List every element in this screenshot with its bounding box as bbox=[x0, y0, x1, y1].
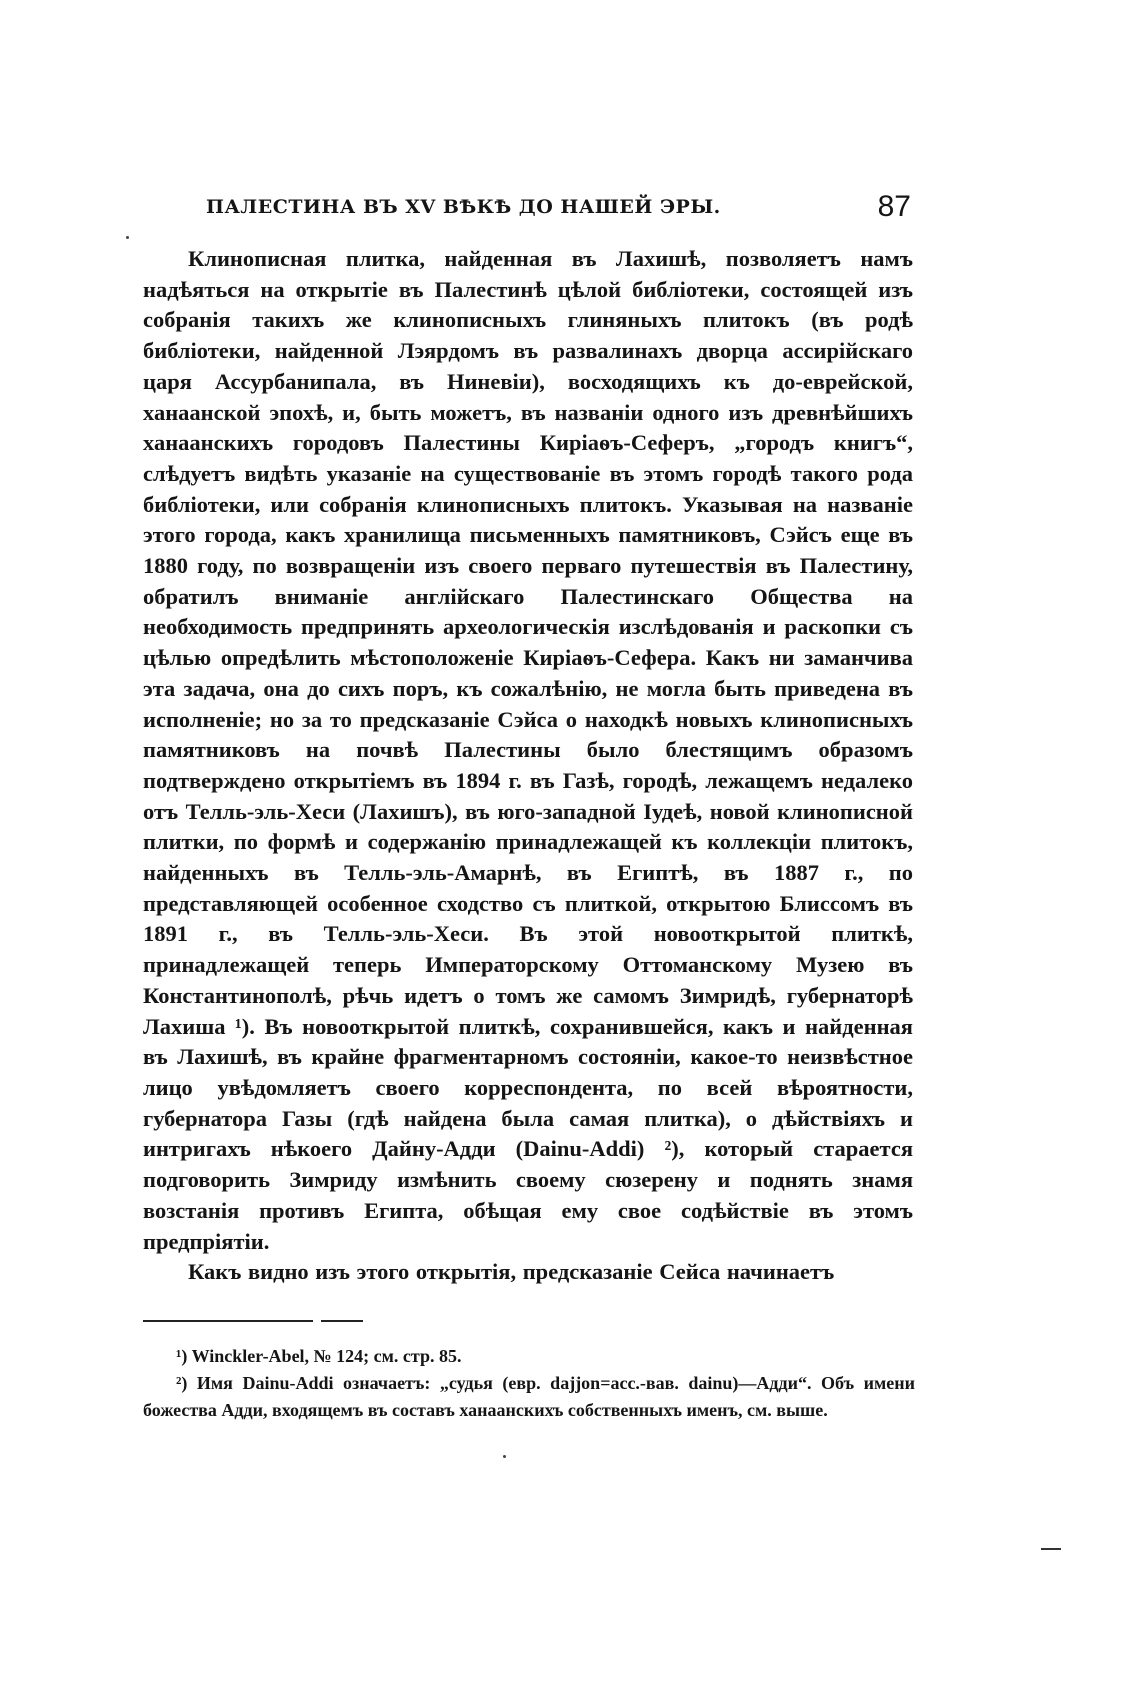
ink-speck bbox=[503, 1455, 506, 1458]
footnote: ¹) Winckler-Abel, № 124; см. стр. 85. bbox=[176, 1346, 462, 1366]
footnotes bbox=[143, 1343, 915, 1424]
running-head bbox=[140, 192, 915, 232]
running-title: ПАЛЕСТИНА ВЪ XV ВѢКѢ ДО НАШЕЙ ЭРЫ. bbox=[206, 196, 721, 218]
paragraph: Клинописная плитка, найденная въ Лахишѣ, позволяетъ намъ надѣяться на открытіе въ Палестинѣ цѣлой библіотеки, состоящей изъ собранія такихъ же клинописныхъ глиняныхъ плитокъ (въ родѣ библіотеки, найденной Лэярдомъ въ развалинахъ дворца ассирійскаго царя Ассурбанипала, въ Ниневіи), восходящихъ къ до-еврейской, ханаанской эпохѣ, и, быть можетъ, въ названіи одного изъ древнѣйшихъ ханаанскихъ городовъ Палестины Киріаѳъ-Сеферъ, „городъ книгъ“, слѣдуетъ видѣть указаніе на существованіе въ этомъ городѣ такого рода библіотеки, или собранія клинописныхъ плитокъ. Указывая на названіе этого города, какъ хранилища письменныхъ памятниковъ, Сэйсъ еще въ 1880 году, по возвращеніи изъ своего перваго путешествія въ Палестину, обратилъ вниманіе англійскаго Палестинскаго Общества на необходимость предпринять археологическія изслѣдованія и раскопки съ цѣлью опредѣлить мѣстоположеніе Киріаѳъ-Сефера. Какъ ни заманчива эта задача, она до сихъ поръ, къ сожалѣнію, не могла быть приведена въ исполненіе; но за то предсказаніе Сэйса о находкѣ новыхъ клинописныхъ памятниковъ на почвѣ Палестины было блестящимъ образомъ подтверждено открытіемъ въ 1894 г. въ Газѣ, городѣ, лежащемъ недалеко отъ Телль-эль-Хеси (Лахишъ), въ юго-западной Іудеѣ, новой клинописной плитки, по формѣ и содержанію принадлежащей къ коллекціи плитокъ, найденныхъ въ Телль-эль-Амарнѣ, въ Египтѣ, въ 1887 г., по представляющей особенное сходство съ плиткой, открытою Блиссомъ въ 1891 г., въ Телль-эль-Хеси. Въ этой новооткрытой плиткѣ, принадлежащей теперь Императорскому Оттоманскому Музею въ Константинополѣ, рѣчь идетъ о томъ же самомъ Зимридѣ, губернаторѣ Лахиша ¹). Въ новооткрытой плиткѣ, сохранившейся, какъ и найденная въ Лахишѣ, въ крайне фрагментарномъ состояніи, какое-то неизвѣстное лицо увѣдомляетъ своего корреспондента, по всей вѣроятности, губернатора Газы (гдѣ найдена была самая плитка), о дѣйствіяхъ и интригахъ нѣкоего Дайну-Адди (Dainu-Addi) ²), который старается подговорить Зимриду измѣнить своему сюзерену и поднять знамя возстанія противъ Египта, обѣщая ему свое содѣйствіе въ этомъ предпріятіи. bbox=[143, 246, 913, 1254]
footnote: ²) Имя Dainu-Addi означаетъ: „судья (евр. dajjon=асс.-вав. dainu)—Адди“. Объ имени божества Адди, входящемъ въ составъ ханаанскихъ собственныхъ именъ, см. выше. bbox=[143, 1373, 915, 1420]
body-text bbox=[143, 244, 913, 1288]
paragraph: Какъ видно изъ этого открытія, предсказаніе Сейса начинаетъ bbox=[188, 1259, 835, 1285]
margin-mark bbox=[1041, 1548, 1061, 1550]
ink-speck bbox=[126, 236, 129, 239]
page-number: 87 bbox=[877, 190, 911, 223]
